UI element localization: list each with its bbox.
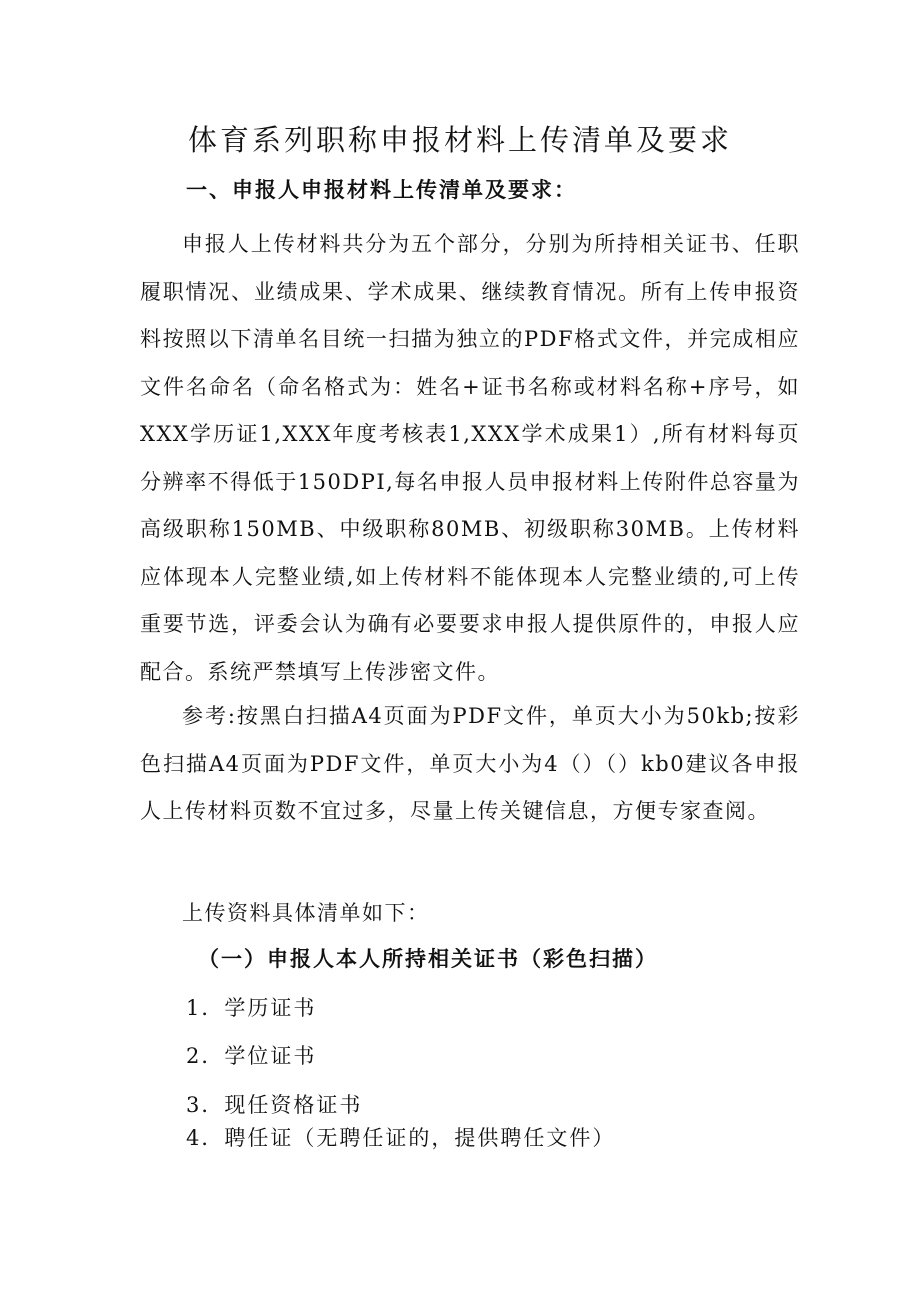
section-heading: 一、申报人申报材料上传清单及要求： — [186, 177, 577, 202]
intro-paragraph: 申报人上传材料共分为五个部分，分别为所持相关证书、任职履职情况、业绩成果、学术成果、继续教育情况。所有上传申报资料按照以下清单名目统一扫描为独立的PDF格式文件，并完成相应文件名命名（命名格式为：姓名+证书名称或材料名称+序号，如XXX学历证1,XXX年度考核表1,XXX学术成果1）,所有材料每页分辨率不得低于150DPI,每名申报人员申报材料上传附件总容量为高级职称150MB、中级职称80MB、初级职称30MB。上传材料应体现本人完整业绩,如上传材料不能体现本人完整业绩的,可上传重要节选，评委会认为确有必要要求申报人提供原件的，申报人应配合。系统严禁填写上传涉密文件。 — [140, 232, 800, 684]
list-item: 2．学位证书 — [186, 1044, 317, 1068]
reference-paragraph: 参考:按黑白扫描A4页面为PDF文件，单页大小为50kb;按彩色扫描A4页面为PDF文件，单页大小为4（）（）kb0建议各申报人上传材料页数不宜过多，尽量上传关键信息，方便专家查阅。 — [140, 704, 800, 823]
list-item: 1．学历证书 — [186, 996, 317, 1020]
list-item: 4．聘任证（无聘任证的，提供聘任文件） — [186, 1126, 616, 1150]
list-intro-paragraph: 上传资料具体清单如下： — [182, 901, 430, 925]
list-item: 3．现任资格证书 — [186, 1093, 363, 1117]
subsection-heading: （一）申报人本人所持相关证书（彩色扫描） — [198, 946, 658, 971]
document-title: 体育系列职称申报材料上传清单及要求 — [187, 123, 732, 157]
